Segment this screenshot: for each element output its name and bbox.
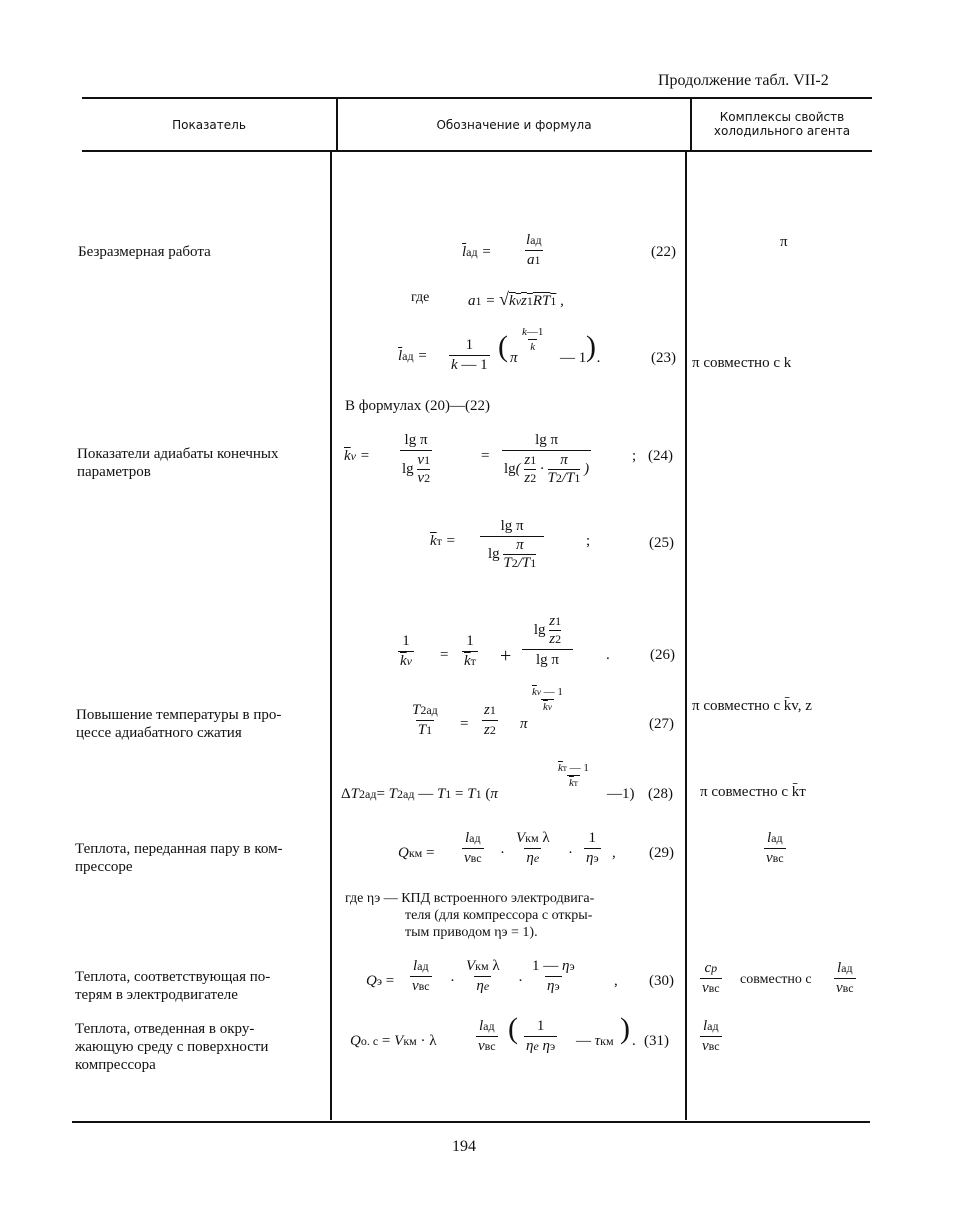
- complex-27: π совместно с k̄v, z: [692, 698, 812, 714]
- formula-29-frac1: lад vвс: [464, 830, 482, 866]
- label-heat-loss-1: Теплота, соответствующая по-: [75, 969, 271, 985]
- where-label: где: [411, 290, 430, 305]
- page-number: 194: [452, 1138, 476, 1155]
- label-heat-steam-2: прессоре: [75, 859, 133, 875]
- formula-23-number: (23): [651, 350, 676, 366]
- formula-24-semicolon: ;: [632, 448, 637, 464]
- header-complexes-1: Комплексы свойств: [719, 110, 845, 124]
- formula-25-semicolon: ;: [586, 533, 591, 549]
- formula-29-lhs: Qкм =: [398, 845, 435, 861]
- formula-30-number: (30): [649, 973, 674, 989]
- formula-29-comma: ,: [612, 845, 616, 861]
- eta-note-2: теля (для компрессора с откры-: [405, 908, 593, 923]
- formula-24-frac1: lg π lg $\frac{v1}{v2}$: [402, 432, 431, 486]
- formula-27-exp: $\frac{\overline{k}v — 1}{\overline{k}v}$: [532, 686, 563, 713]
- formula-26-plus: +: [500, 645, 512, 667]
- formula-27-frac2: $\frac{z1}{z2}$: [484, 702, 496, 738]
- formula-29-dot1: ·: [500, 845, 505, 861]
- formula-25-lhs: $\overline{k}т$ =: [430, 533, 456, 549]
- label-heat-env-2: жающую среду с поверхности: [75, 1039, 269, 1055]
- formula-29-dot2: ·: [568, 845, 573, 861]
- label-temp-rise-1: Повышение температуры в про-: [76, 707, 282, 723]
- column-divider-1-body: [330, 152, 332, 1120]
- table-top-rule: [82, 97, 872, 99]
- formula-31-paren-open: (: [508, 1012, 518, 1045]
- formula-28-tail: —1): [607, 786, 635, 802]
- formula-23-paren: (: [498, 330, 508, 363]
- formula-26-frac3: lg $\frac{z1}{z2}$ lg π: [522, 613, 573, 669]
- formula-23-exp: $\frac{k—1}{k}$: [522, 326, 544, 353]
- formula-a1: a1 = √kvz1RT1 ,: [468, 289, 564, 309]
- formula-25-fraction: lg π lg $\frac{\pi}{T2/T1}$: [480, 518, 544, 572]
- formula-22-lhs: $\overline{l}ад$ =: [462, 244, 492, 260]
- complex-30-lad: lад vвс: [836, 960, 854, 996]
- formula-31-number: (31): [644, 1033, 669, 1049]
- formula-22-fraction: lад a1: [526, 232, 542, 268]
- column-divider-2-body: [685, 152, 687, 1120]
- formula-31-lhs: Qо. с = Vкм · λ: [350, 1033, 437, 1049]
- formula-24-eq: =: [481, 448, 490, 464]
- formula-29-frac3: 1 ηэ: [586, 830, 599, 866]
- formula-30-dot2: ·: [518, 973, 523, 989]
- formula-24-number: (24): [648, 448, 673, 464]
- label-temp-rise-2: цессе адиабатного сжатия: [76, 725, 242, 741]
- header-bottom-rule: [82, 150, 872, 152]
- label-heat-env-1: Теплота, отведенная в окру-: [75, 1021, 255, 1037]
- formula-22-number: (22): [651, 244, 676, 260]
- continuation-label: Продолжение табл. VII-2: [658, 72, 829, 89]
- formula-31-tail: — τкм: [576, 1033, 614, 1049]
- formula-28: ΔT2ад= T2ад — T1 = T1 (π: [341, 786, 498, 802]
- formula-31-paren-close: ): [620, 1012, 630, 1045]
- formula-28-exp: $\overline{k}т$ — 1 $\overline{k}т$: [558, 762, 589, 789]
- formula-31-dot: .: [632, 1033, 636, 1049]
- formula-30-lhs: Qэ =: [366, 973, 395, 989]
- formula-29-frac2: Vкм λ ηe: [516, 830, 550, 866]
- formula-30-frac3: 1 — ηэ ηэ: [532, 958, 575, 994]
- label-adiabat-2: параметров: [77, 464, 151, 480]
- table-bottom-rule: [72, 1121, 870, 1123]
- formula-24-frac2: lg π lg( $\frac{z1}{z2}$ · $\frac{\pi}{T2/T1}$ ): [504, 432, 590, 486]
- complex-28: π совместно с k̄т: [700, 784, 806, 800]
- label-heat-env-3: компрессора: [75, 1057, 156, 1073]
- formula-23-paren-close: ): [586, 330, 596, 363]
- formula-31-frac1: lад vвс: [478, 1018, 496, 1054]
- label-heat-loss-2: терям в электродвигателе: [75, 987, 238, 1003]
- complex-29: lад vвс: [766, 830, 784, 866]
- formula-29-number: (29): [649, 845, 674, 861]
- formula-30-frac1: lад vвс: [412, 958, 430, 994]
- complex-30-cp: cp vвс: [702, 960, 720, 996]
- complex-31: lад vвс: [702, 1018, 720, 1054]
- label-heat-steam-1: Теплота, переданная пару в ком-: [75, 841, 283, 857]
- header-indicator: Показатель: [172, 118, 246, 132]
- formula-26-number: (26): [650, 647, 675, 663]
- formula-27-number: (27): [649, 716, 674, 732]
- formula-31-frac2: 1 ηe ηэ: [526, 1018, 556, 1054]
- note-formulas: В формулах (20)—(22): [345, 398, 490, 414]
- formula-24-lhs: $\overline{k}v$ =: [344, 448, 370, 464]
- label-adiabat-1: Показатели адиабаты конечных: [77, 446, 279, 462]
- header-formula: Обозначение и формула: [436, 118, 592, 132]
- formula-27-eq: =: [460, 716, 469, 732]
- formula-23-tail: — 1: [560, 350, 587, 366]
- formula-26-frac1: $\frac{1}{\overline{k}v}$: [400, 633, 412, 669]
- formula-30-dot1: ·: [450, 973, 455, 989]
- formula-30-comma: ,: [614, 973, 618, 989]
- formula-27-pi: π: [520, 716, 528, 732]
- complex-30-text: совместно с: [740, 972, 812, 987]
- formula-26-dot: .: [606, 647, 610, 663]
- formula-23-pi: π: [510, 350, 518, 366]
- formula-30-frac2: Vкм λ ηe: [466, 958, 500, 994]
- eta-note-1: где ηэ — КПД встроенного электродвига-: [345, 891, 595, 906]
- formula-23-fraction: $\frac{1}{k — 1}$: [451, 337, 488, 373]
- header-complexes-2: холодильного агента: [713, 124, 851, 138]
- eta-note-3: тым приводом ηэ = 1).: [405, 925, 538, 940]
- label-dimensionless-work: Безразмерная работа: [78, 244, 211, 260]
- formula-25-number: (25): [649, 535, 674, 551]
- formula-26-frac2: 1 $\overline{k}т$: [464, 633, 476, 669]
- formula-28-number: (28): [648, 786, 673, 802]
- complex-22: π: [780, 234, 788, 250]
- formula-23-lhs: $\overline{l}ад$ =: [398, 348, 428, 364]
- complex-23: π совместно с k: [692, 355, 792, 371]
- formula-23-dot: .: [597, 350, 601, 366]
- formula-26-eq: =: [440, 647, 449, 663]
- formula-27-frac1: T2ад T1: [412, 702, 438, 738]
